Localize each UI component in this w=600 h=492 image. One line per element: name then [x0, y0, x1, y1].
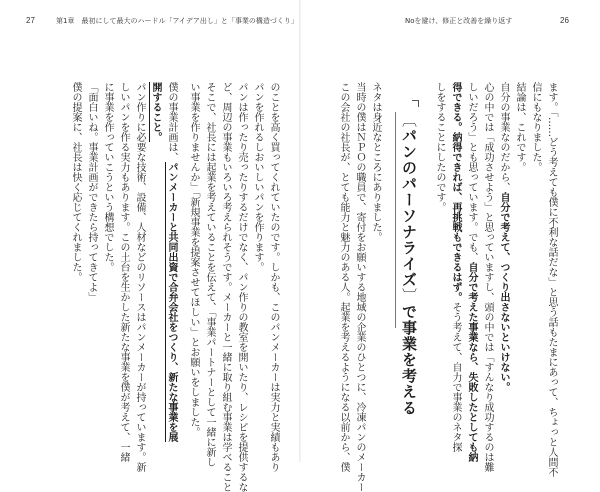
body-text-column [147, 82, 163, 142]
left-running-head: 第1章 最初にして最大のハードル「アイデア出し」と「事業の構造づくり」 [56, 17, 298, 25]
emphasis-text: 開すること。 [150, 82, 161, 142]
body-text: 僕の事業計画は、 [166, 82, 177, 162]
right-running-head: Noを避け、修正と改善を繰り返す [405, 17, 513, 25]
body-text-column [495, 82, 511, 392]
body-text-column [463, 82, 479, 462]
emphasis-text: パンメーカーと共同出資で合弁会社をつくり、新たな事業を展 [166, 162, 177, 442]
body-text-column: 信にもなりました。 [530, 82, 541, 172]
body-text-column: この会社の社長が、とても能力と魅力のある人。起業を考えるようになる以前から、僕 [338, 82, 349, 472]
body-text-column: ど、周辺の事業もいろいろ考えられそうです。メーカーと一緒に取り組む事業は学べること [220, 82, 231, 492]
right-page-number: 26 [560, 16, 569, 25]
body-text-column: 結論は、これです。 [514, 82, 525, 172]
body-text-column: ネタは身近なところにありました。 [370, 82, 381, 242]
body-text-column: 僕の提案に、社長は快く応じてくれました。 [70, 82, 81, 282]
heading-rule [395, 112, 396, 328]
left-page-number: 27 [26, 16, 35, 25]
body-text: そう考えて、自力で事業のネタ探 [450, 302, 461, 452]
body-text-column: しをすることにしたのです。 [434, 82, 445, 212]
body-text-column: パンは作ったり売ったりするだけでなく、パン作りの教室を開いたり、レシピを提供するな [236, 82, 247, 492]
body-text-column: ます。「……どう考えても僕に不利な話だな」と思う話もたまにあって、ちょっと人間不 [546, 82, 557, 477]
body-text-column: パンを作れるしおいしいパンを作ります。 [252, 82, 263, 272]
body-text-column: パン作りに必要な技術、設備、人材などのリソースはパンメーカーが持っています。新 [134, 82, 145, 472]
page-gutter [299, 0, 301, 462]
body-text-column: 当時の僕はＮＰＯの職員で、寄付をお願いする地域の企業のひとつに、冷凍パンのメーカー [354, 82, 365, 492]
body-text-column [163, 82, 179, 442]
emphasis-text: 自分で考えて、つくり出さないといけない。 [498, 192, 509, 392]
body-text: しいだろう」とも思っています。でも、 [466, 82, 477, 262]
body-text-column: そこで、社長には起業を考えていることを伝えて、「事業パートナーとして一緒に新し [204, 82, 215, 467]
body-text-column: しいパンを作る実力もあります。この土台を生かした新たな事業を僕が考えて、一緒 [118, 82, 129, 462]
body-text: 自分の事業なのだから、 [498, 82, 509, 192]
body-text-column: 「面白いね。事業計画ができたら持ってきてよ」 [86, 82, 97, 302]
body-text-column [447, 82, 463, 452]
heading-corner-mark [412, 100, 419, 107]
section-heading: 〔パンのパーソナライズ〕で事業を考える [400, 112, 418, 416]
body-text-column: に事業を作っていこうという構想でした。 [102, 82, 113, 272]
emphasis-text: 自分で考えた事業なら、失敗したとしても納 [466, 262, 477, 462]
body-text-column: 心の中では「成功させよう」と思っていますし、頭の中では「すんなり成功するのは難 [482, 82, 493, 472]
body-text-column: のことを高く買ってくれていたのです。しかも、このパンメーカーは実力と実績もあり [268, 82, 279, 472]
emphasis-text: 得できる。納得できれば、再挑戦もできるはず。 [450, 82, 461, 302]
body-text-column: い事業を作りませんか」「新規事業を提案させてほしい」とお願いをしました。 [188, 82, 199, 437]
